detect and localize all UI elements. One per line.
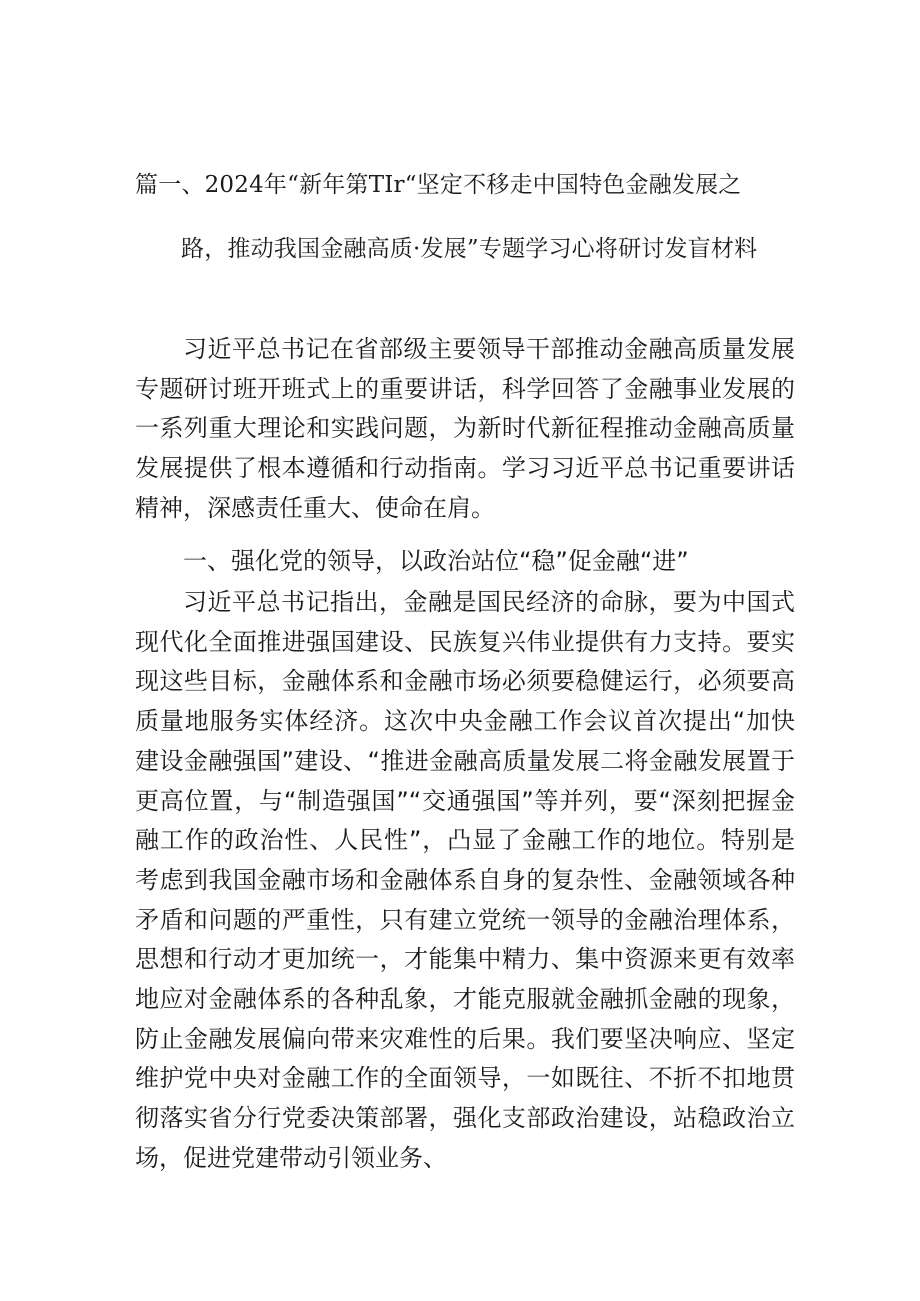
document-title-line-1: 篇一、2024年“新年第TIr“坚定不移走中国特色金融发展之 [135, 172, 742, 198]
section-heading: 一、强化党的领导，以政治站位“稳”促金融“进” [183, 547, 689, 575]
document-title-line-2: 路，推动我国金融高质·发展”专题学习心将研讨发盲材料 [181, 236, 758, 262]
main-paragraph: 习近平总书记指出，金融是国民经济的命脉，要为中国式现代化全面推进强国建设、民族复兴伟业提供有力支持。要实现这些目标，金融体系和金融市场必须要稳健运行，必须要高质量地服务实体经济。这次中央金融工作会议首次提出“加快建设金融强国”建设、“推进金融高质量发展二将金融发展置于更高位置，与“制造强国”“交通强国”等并列，要“深刻把握金融工作的政治性、人民性”，凸显了金融工作的地位。特别是考虑到我国金融市场和金融体系自身的复杂性、金融领域各种矛盾和问题的严重性，只有建立党统一领导的金融治理体系，思想和行动才更加统一，才能集中精力、集中资源来更有效率地应对金融体系的各种乱象，才能克服就金融抓金融的现象，防止金融发展偏向带来灾难性的后果。我们要坚决响应、坚定维护党中央对金融工作的全面领导，一如既往、不折不扣地贯彻落实省分行党委决策部署，强化支部政治建设，站稳政治立场，促进党建带动引领业务、 [135, 588, 795, 1172]
intro-paragraph: 习近平总书记在省部级主要领导干部推动金融高质量发展专题研讨班开班式上的重要讲话，科学回答了金融事业发展的一系列重大理论和实践问题，为新时代新征程推动金融高质量发展提供了根本遵循和行动指南。学习习近平总书记重要讲话精神，深感责任重大、使命在肩。 [135, 335, 795, 522]
